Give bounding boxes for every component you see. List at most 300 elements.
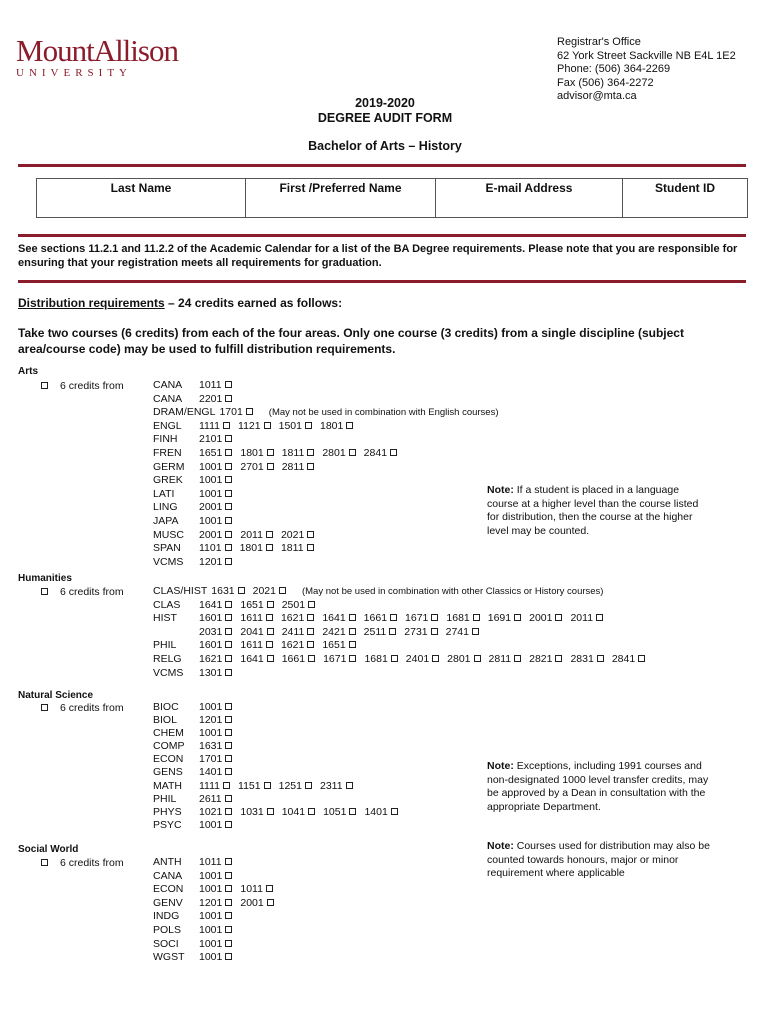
course-checkbox[interactable]	[225, 476, 232, 483]
course-checkbox[interactable]	[267, 899, 274, 906]
course-checkbox[interactable]	[307, 449, 314, 456]
course-checkbox[interactable]	[346, 782, 353, 789]
course-row	[153, 585, 653, 599]
course-checkbox[interactable]	[308, 808, 315, 815]
course-remark: (May not be used in combination with other Classics or History courses)	[301, 586, 604, 597]
first-name-label: First /Preferred Name	[279, 181, 402, 195]
divider	[18, 280, 746, 283]
course-checkbox[interactable]	[225, 628, 232, 635]
course-checkbox[interactable]	[638, 655, 645, 662]
course-checkbox[interactable]	[225, 821, 232, 828]
course-2411: 2411	[282, 626, 315, 638]
course-checkbox[interactable]	[225, 926, 232, 933]
course-checkbox[interactable]	[223, 422, 230, 429]
course-row	[153, 556, 499, 570]
course-2001: 2001	[199, 529, 232, 541]
course-dept: PHIL	[153, 792, 177, 805]
phone: Phone: (506) 364-2269	[557, 63, 671, 75]
email: advisor@mta.ca	[557, 90, 637, 102]
course-dept: CLAS	[153, 598, 181, 611]
area-title-humanities: Humanities	[18, 573, 72, 584]
course-checkbox[interactable]	[225, 558, 232, 565]
course-checkbox[interactable]	[307, 463, 314, 470]
course-checkbox[interactable]	[308, 655, 315, 662]
course-2831: 2831	[570, 653, 603, 665]
course-1001: 1001	[199, 883, 232, 895]
course-1811: 1811	[282, 447, 315, 459]
course-checkbox[interactable]	[389, 628, 396, 635]
distribution-heading	[18, 296, 342, 310]
course-checkbox[interactable]	[225, 703, 232, 710]
course-checkbox[interactable]	[431, 614, 438, 621]
course-checkbox[interactable]	[267, 449, 274, 456]
course-2021: 2021	[281, 529, 314, 541]
address-line: 62 York Street Sackville NB E4L 1E2	[557, 49, 736, 62]
course-2611: 2611	[199, 793, 232, 805]
course-remark: (May not be used in combination with English courses)	[268, 407, 499, 419]
course-1701: 1701	[219, 406, 252, 418]
course-checkbox[interactable]	[225, 899, 232, 906]
course-checkbox[interactable]	[432, 655, 439, 662]
course-checkbox[interactable]	[238, 587, 245, 594]
course-2311: 2311	[320, 780, 353, 792]
course-1201: 1201	[199, 897, 232, 909]
course-dept: VCMS	[153, 555, 184, 568]
course-checkbox[interactable]	[349, 808, 356, 815]
intro-text: See sections 11.2.1 and 11.2.2 of the Academic Calendar for a list of the BA Degree requirements. Please note that you are responsible for ensuring that your registration meets all requirements for graduation.	[18, 243, 738, 269]
course-dept: CANA	[153, 869, 183, 882]
course-checkbox[interactable]	[225, 669, 232, 676]
course-row	[153, 474, 499, 488]
course-row	[153, 938, 282, 952]
course-1021: 1021	[199, 806, 232, 818]
course-dept: PHIL	[153, 639, 177, 652]
course-row	[153, 420, 499, 434]
course-checkbox[interactable]	[225, 729, 232, 736]
course-row	[153, 793, 406, 806]
university-logo	[16, 33, 178, 79]
course-dept: FINH	[153, 433, 178, 446]
divider	[18, 234, 746, 237]
course-2701: 2701	[240, 461, 273, 473]
course-1401: 1401	[364, 806, 397, 818]
course-2201: 2201	[199, 393, 232, 405]
course-checkbox[interactable]	[225, 755, 232, 762]
course-checkbox[interactable]	[307, 531, 314, 538]
course-checkbox[interactable]	[225, 449, 232, 456]
course-row	[153, 653, 653, 667]
course-checkbox[interactable]	[225, 531, 232, 538]
course-checkbox[interactable]	[225, 490, 232, 497]
course-checkbox[interactable]	[267, 655, 274, 662]
course-checkbox[interactable]	[225, 716, 232, 723]
note-text: Exceptions, including 1991 courses and non-designated 1000 level transfer credits, may be approved by a Dean in consultation with the appropriate Department.	[487, 760, 709, 813]
course-checkbox[interactable]	[305, 422, 312, 429]
area-credits-humanities	[41, 586, 124, 598]
course-1001: 1001	[199, 910, 232, 922]
course-2811: 2811	[282, 461, 315, 473]
course-checkbox[interactable]	[225, 742, 232, 749]
course-row	[153, 870, 282, 884]
course-checkbox[interactable]	[267, 463, 274, 470]
course-2801: 2801	[322, 447, 355, 459]
course-row	[153, 766, 406, 779]
course-2001: 2001	[240, 897, 273, 909]
note-double-count	[487, 840, 712, 881]
course-1001: 1001	[199, 924, 232, 936]
course-checkbox[interactable]	[390, 449, 397, 456]
course-2001: 2001	[529, 612, 562, 624]
last-name-field[interactable]	[37, 179, 246, 218]
course-checkbox[interactable]	[473, 614, 480, 621]
course-dept: PHYS	[153, 805, 182, 818]
course-1681: 1681	[364, 653, 397, 665]
course-1201: 1201	[199, 714, 232, 726]
course-2011: 2011	[570, 612, 603, 624]
logo-subtitle: UNIVERSITY	[16, 67, 132, 79]
course-checkbox[interactable]	[266, 885, 273, 892]
note-exceptions	[487, 760, 712, 814]
course-checkbox[interactable]	[225, 395, 232, 402]
course-row	[153, 447, 499, 461]
course-row	[153, 639, 653, 653]
course-1631: 1631	[199, 740, 232, 752]
course-2801: 2801	[447, 653, 480, 665]
course-1641: 1641	[199, 599, 232, 611]
course-dept: ECON	[153, 753, 184, 766]
course-1611: 1611	[240, 612, 273, 624]
course-checkbox[interactable]	[225, 858, 232, 865]
course-dept: GERM	[153, 460, 185, 473]
course-2401: 2401	[406, 653, 439, 665]
area-complete-checkbox[interactable]	[41, 704, 48, 711]
note-label: Note:	[487, 840, 514, 852]
course-list-humanities	[153, 585, 653, 680]
course-row	[153, 461, 499, 475]
student-id-label: Student ID	[655, 181, 715, 195]
note-label: Note:	[487, 760, 514, 772]
course-1001: 1001	[199, 938, 232, 950]
course-dept: MUSC	[153, 528, 184, 541]
course-checkbox[interactable]	[514, 614, 521, 621]
course-dept: MATH	[153, 779, 182, 792]
course-1701: 1701	[199, 753, 232, 765]
course-1111: 1111	[199, 420, 230, 432]
course-1601: 1601	[199, 612, 232, 624]
course-row	[153, 701, 406, 714]
note-text: If a student is placed in a language course at a higher level than the course listed for distribution, then the course at the higher level may be counted.	[487, 484, 699, 537]
email-field[interactable]	[436, 179, 623, 218]
course-dept: FREN	[153, 446, 182, 459]
course-checkbox[interactable]	[225, 795, 232, 802]
course-1811: 1811	[281, 542, 314, 554]
course-checkbox[interactable]	[225, 808, 232, 815]
course-2101: 2101	[199, 433, 232, 445]
course-checkbox[interactable]	[264, 782, 271, 789]
course-dept: CANA	[153, 379, 183, 391]
course-dept: COMP	[153, 740, 185, 753]
course-checkbox[interactable]	[225, 641, 232, 648]
course-checkbox[interactable]	[307, 614, 314, 621]
academic-year: 2019-2020	[355, 96, 415, 110]
course-1041: 1041	[282, 806, 315, 818]
course-dept: BIOL	[153, 714, 177, 727]
course-dept: GREK	[153, 474, 183, 487]
course-checkbox[interactable]	[349, 655, 356, 662]
course-2841: 2841	[364, 447, 397, 459]
course-1401: 1401	[199, 766, 232, 778]
course-1501: 1501	[279, 420, 312, 432]
course-checkbox[interactable]	[266, 614, 273, 621]
area-credits-arts	[41, 380, 124, 392]
course-checkbox[interactable]	[225, 601, 232, 608]
course-1621: 1621	[281, 639, 314, 651]
course-row	[153, 542, 499, 556]
course-checkbox[interactable]	[225, 940, 232, 947]
course-checkbox[interactable]	[307, 641, 314, 648]
course-checkbox[interactable]	[246, 408, 253, 415]
course-1011: 1011	[199, 856, 232, 868]
course-2811: 2811	[489, 653, 522, 665]
course-1671: 1671	[405, 612, 438, 624]
course-1681: 1681	[446, 612, 479, 624]
course-checkbox[interactable]	[225, 381, 232, 388]
area-title-natural-science: Natural Science	[18, 690, 94, 701]
course-row	[153, 393, 499, 407]
course-dept: CHEM	[153, 727, 184, 740]
course-checkbox[interactable]	[305, 782, 312, 789]
course-checkbox[interactable]	[597, 655, 604, 662]
course-1001: 1001	[199, 515, 232, 527]
course-1001: 1001	[199, 461, 232, 473]
course-dept: INDG	[153, 910, 180, 923]
course-1011: 1011	[240, 883, 273, 895]
course-row	[153, 727, 406, 740]
course-1151: 1151	[238, 780, 271, 792]
course-checkbox[interactable]	[390, 614, 397, 621]
course-1641: 1641	[322, 612, 355, 624]
course-checkbox[interactable]	[225, 614, 232, 621]
course-checkbox[interactable]	[264, 422, 271, 429]
course-row	[153, 501, 499, 515]
course-checkbox[interactable]	[391, 808, 398, 815]
course-checkbox[interactable]	[225, 953, 232, 960]
course-dept: GENV	[153, 896, 183, 909]
course-2031: 2031	[199, 626, 232, 638]
course-1201: 1201	[199, 556, 232, 568]
course-checkbox[interactable]	[225, 912, 232, 919]
course-1661: 1661	[364, 612, 397, 624]
course-checkbox[interactable]	[308, 601, 315, 608]
logo-wordmark: MountAllison	[16, 33, 178, 68]
course-2501: 2501	[282, 599, 315, 611]
note-text: Courses used for distribution may also be counted towards honours, major or minor requirement where applicable	[487, 840, 710, 879]
program-title: Bachelor of Arts – History	[308, 139, 462, 153]
credits-label: 6 credits from	[60, 380, 124, 392]
course-checkbox[interactable]	[555, 614, 562, 621]
course-row	[153, 753, 406, 766]
course-1611: 1611	[240, 639, 273, 651]
course-row	[153, 406, 499, 420]
area-title-arts: Arts	[18, 366, 39, 377]
course-dept: HIST	[153, 612, 177, 625]
course-row	[153, 951, 282, 965]
course-2021: 2021	[253, 585, 286, 597]
distribution-instructions: Take two courses (6 credits) from each of the four areas. Only one course (3 credits) from a single discipline (subject area/course code) may be used to fulfill distribution requirements.	[18, 326, 684, 356]
course-1801: 1801	[240, 542, 273, 554]
course-checkbox[interactable]	[431, 628, 438, 635]
course-1001: 1001	[199, 870, 232, 882]
course-row	[153, 780, 406, 793]
course-dept: DRAM/ENGL	[153, 406, 216, 419]
course-checkbox[interactable]	[472, 628, 479, 635]
course-checkbox[interactable]	[307, 544, 314, 551]
course-checkbox[interactable]	[349, 628, 356, 635]
course-checkbox[interactable]	[307, 628, 314, 635]
course-checkbox[interactable]	[596, 614, 603, 621]
course-list-social-world	[153, 856, 282, 965]
course-dept: LATI	[153, 487, 175, 500]
course-1001: 1001	[199, 488, 232, 500]
course-dept: ANTH	[153, 856, 182, 868]
course-checkbox[interactable]	[225, 544, 232, 551]
course-row	[153, 529, 499, 543]
course-dept: POLS	[153, 923, 182, 936]
course-2421: 2421	[322, 626, 355, 638]
course-1001: 1001	[199, 727, 232, 739]
course-checkbox[interactable]	[225, 503, 232, 510]
course-list-arts	[153, 379, 499, 569]
course-checkbox[interactable]	[225, 885, 232, 892]
course-2821: 2821	[529, 653, 562, 665]
course-checkbox[interactable]	[266, 531, 273, 538]
course-dept: SPAN	[153, 542, 181, 555]
form-title: DEGREE AUDIT FORM	[317, 111, 453, 125]
course-checkbox[interactable]	[225, 435, 232, 442]
course-1691: 1691	[488, 612, 521, 624]
course-checkbox[interactable]	[514, 655, 521, 662]
course-row	[153, 488, 499, 502]
student-id-field[interactable]	[623, 179, 748, 218]
course-row	[153, 856, 282, 870]
first-name-field[interactable]	[246, 179, 436, 218]
course-checkbox[interactable]	[391, 655, 398, 662]
course-1111: 1111	[199, 780, 230, 792]
course-row	[153, 379, 499, 393]
area-credits-social-world	[41, 857, 124, 869]
distribution-heading-title: Distribution requirements	[18, 296, 165, 310]
course-row	[153, 924, 282, 938]
course-row	[153, 433, 499, 447]
course-1301: 1301	[199, 667, 232, 679]
course-dept: ECON	[153, 883, 184, 896]
address-line: Registrar's Office	[557, 36, 641, 48]
credits-label: 6 credits from	[60, 586, 124, 598]
course-1631: 1631	[211, 585, 244, 597]
course-1671: 1671	[323, 653, 356, 665]
course-checkbox[interactable]	[225, 768, 232, 775]
credits-label: 6 credits from	[60, 702, 124, 714]
note-language	[487, 484, 712, 538]
course-2741: 2741	[446, 626, 479, 638]
course-checkbox[interactable]	[266, 641, 273, 648]
course-row	[153, 612, 653, 626]
course-2041: 2041	[240, 626, 273, 638]
course-dept: PSYC	[153, 818, 182, 831]
course-checkbox[interactable]	[266, 544, 273, 551]
course-2511: 2511	[364, 626, 397, 638]
course-checkbox[interactable]	[225, 463, 232, 470]
course-checkbox[interactable]	[223, 782, 230, 789]
course-checkbox[interactable]	[225, 655, 232, 662]
course-dept: CANA	[153, 392, 183, 405]
course-checkbox[interactable]	[225, 872, 232, 879]
course-1001: 1001	[199, 951, 232, 963]
course-dept: CLAS/HIST	[153, 585, 208, 597]
course-1801: 1801	[240, 447, 273, 459]
course-dept: SOCI	[153, 937, 179, 950]
course-1001: 1001	[199, 474, 232, 486]
course-1651: 1651	[199, 447, 232, 459]
course-checkbox[interactable]	[349, 614, 356, 621]
course-1621: 1621	[281, 612, 314, 624]
course-checkbox[interactable]	[349, 449, 356, 456]
course-2001: 2001	[199, 501, 232, 513]
distribution-heading-rest: – 24 credits earned as follows:	[164, 296, 343, 310]
course-row	[153, 897, 282, 911]
course-checkbox[interactable]	[267, 808, 274, 815]
course-checkbox[interactable]	[555, 655, 562, 662]
course-checkbox[interactable]	[474, 655, 481, 662]
area-complete-checkbox[interactable]	[41, 382, 48, 389]
course-row	[153, 910, 282, 924]
course-checkbox[interactable]	[267, 628, 274, 635]
course-1031: 1031	[240, 806, 273, 818]
course-1801: 1801	[320, 420, 353, 432]
email-label: E-mail Address	[485, 181, 573, 195]
note-label: Note:	[487, 484, 514, 496]
credits-label: 6 credits from	[60, 857, 124, 869]
course-checkbox[interactable]	[267, 601, 274, 608]
course-dept: WGST	[153, 951, 185, 964]
area-complete-checkbox[interactable]	[41, 588, 48, 595]
course-checkbox[interactable]	[349, 641, 356, 648]
area-complete-checkbox[interactable]	[41, 859, 48, 866]
course-1661: 1661	[282, 653, 315, 665]
course-1001: 1001	[199, 701, 232, 713]
course-dept: RELG	[153, 652, 182, 665]
course-checkbox[interactable]	[346, 422, 353, 429]
course-row	[153, 883, 282, 897]
course-1051: 1051	[323, 806, 356, 818]
course-checkbox[interactable]	[225, 517, 232, 524]
course-row	[153, 626, 653, 640]
course-row	[153, 515, 499, 529]
course-1641: 1641	[240, 653, 273, 665]
course-2731: 2731	[404, 626, 437, 638]
area-title-social-world: Social World	[18, 844, 79, 855]
course-row	[153, 806, 406, 819]
course-checkbox[interactable]	[279, 587, 286, 594]
divider	[18, 164, 746, 167]
course-1011: 1011	[199, 379, 232, 391]
fax: Fax (506) 364-2272	[557, 76, 654, 89]
course-1651: 1651	[240, 599, 273, 611]
course-2841: 2841	[612, 653, 645, 665]
student-info-table	[36, 178, 748, 218]
course-1601: 1601	[199, 639, 232, 651]
course-row	[153, 714, 406, 727]
